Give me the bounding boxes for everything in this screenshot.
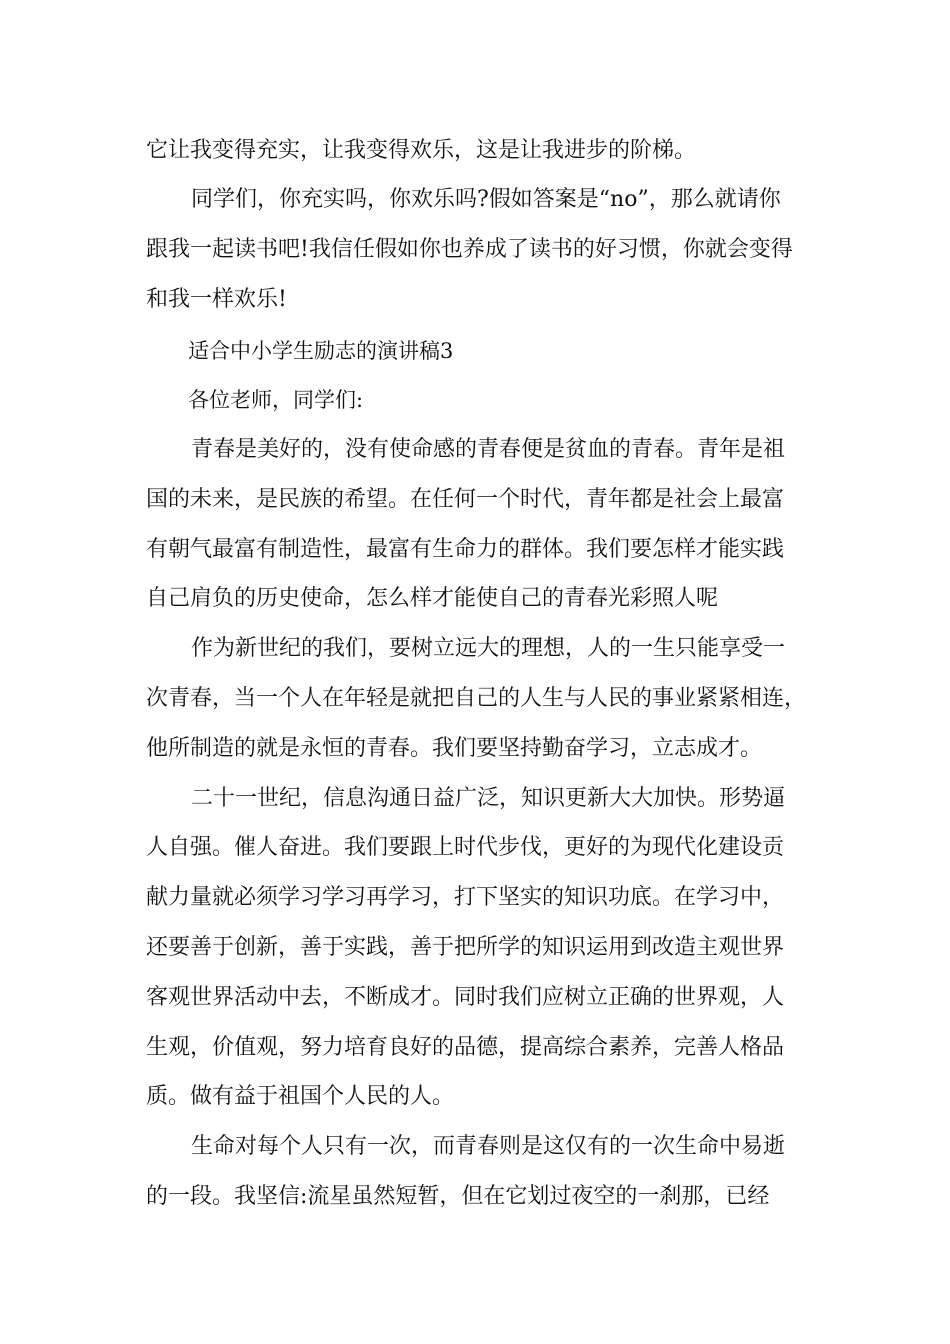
text-line: 次青春，当一个人在年轻是就把自己的人生与人民的事业紧紧相连， xyxy=(146,686,807,711)
text-line: 有朝气最富有制造性，最富有生命力的群体。我们要怎样才能实践 xyxy=(146,537,785,562)
text-line: 还要善于创新，善于实践，善于把所学的知识运用到改造主观世界 xyxy=(146,935,785,960)
paragraph-start-line: 作为新世纪的我们，要树立远大的理想，人的一生只能享受一 xyxy=(191,636,786,661)
paragraph-start-line: 同学们，你充实吗，你欢乐吗?假如答案是“no”，那么就请你 xyxy=(191,187,781,212)
paragraph-start-line: 二十一世纪，信息沟通日益广泛，知识更新大大加快。形势逼 xyxy=(191,786,786,811)
speech-title: 适合中小学生励志的演讲稿3 xyxy=(188,339,454,363)
text-line: 生观，价值观，努力培育良好的品德，提高综合素养，完善人格品 xyxy=(146,1035,785,1060)
text-line: 国的未来，是民族的希望。在任何一个时代，青年都是社会上最富 xyxy=(146,487,785,512)
text-line: 他所制造的就是永恒的青春。我们要坚持勤奋学习，立志成才。 xyxy=(146,736,763,761)
text-line: 自己肩负的历史使命，怎么样才能使自己的青春光彩照人呢 xyxy=(146,586,719,611)
text-line: 它让我变得充实，让我变得欢乐，这是让我进步的阶梯。 xyxy=(146,138,697,163)
text-line: 跟我一起读书吧!我信任假如你也养成了读书的好习惯，你就会变得 xyxy=(146,237,793,262)
text-line: 和我一样欢乐! xyxy=(146,287,287,312)
text-line: 质。做有益于祖国个人民的人。 xyxy=(146,1084,455,1109)
text-line: 的一段。我坚信:流星虽然短暂，但在它划过夜空的一刹那，已经 xyxy=(146,1184,770,1209)
text-line: 客观世界活动中去，不断成才。同时我们应树立正确的世界观，人 xyxy=(146,985,785,1010)
paragraph-start-line: 生命对每个人只有一次，而青春则是这仅有的一次生命中易逝 xyxy=(191,1134,786,1159)
salutation: 各位老师，同学们: xyxy=(188,388,364,412)
text-line: 献力量就必须学习学习再学习，打下坚实的知识功底。在学习中， xyxy=(146,885,785,910)
paragraph-start-line: 青春是美好的，没有使命感的青春便是贫血的青春。青年是祖 xyxy=(191,437,786,462)
text-line: 人自强。催人奋进。我们要跟上时代步伐，更好的为现代化建设贡 xyxy=(146,835,785,860)
